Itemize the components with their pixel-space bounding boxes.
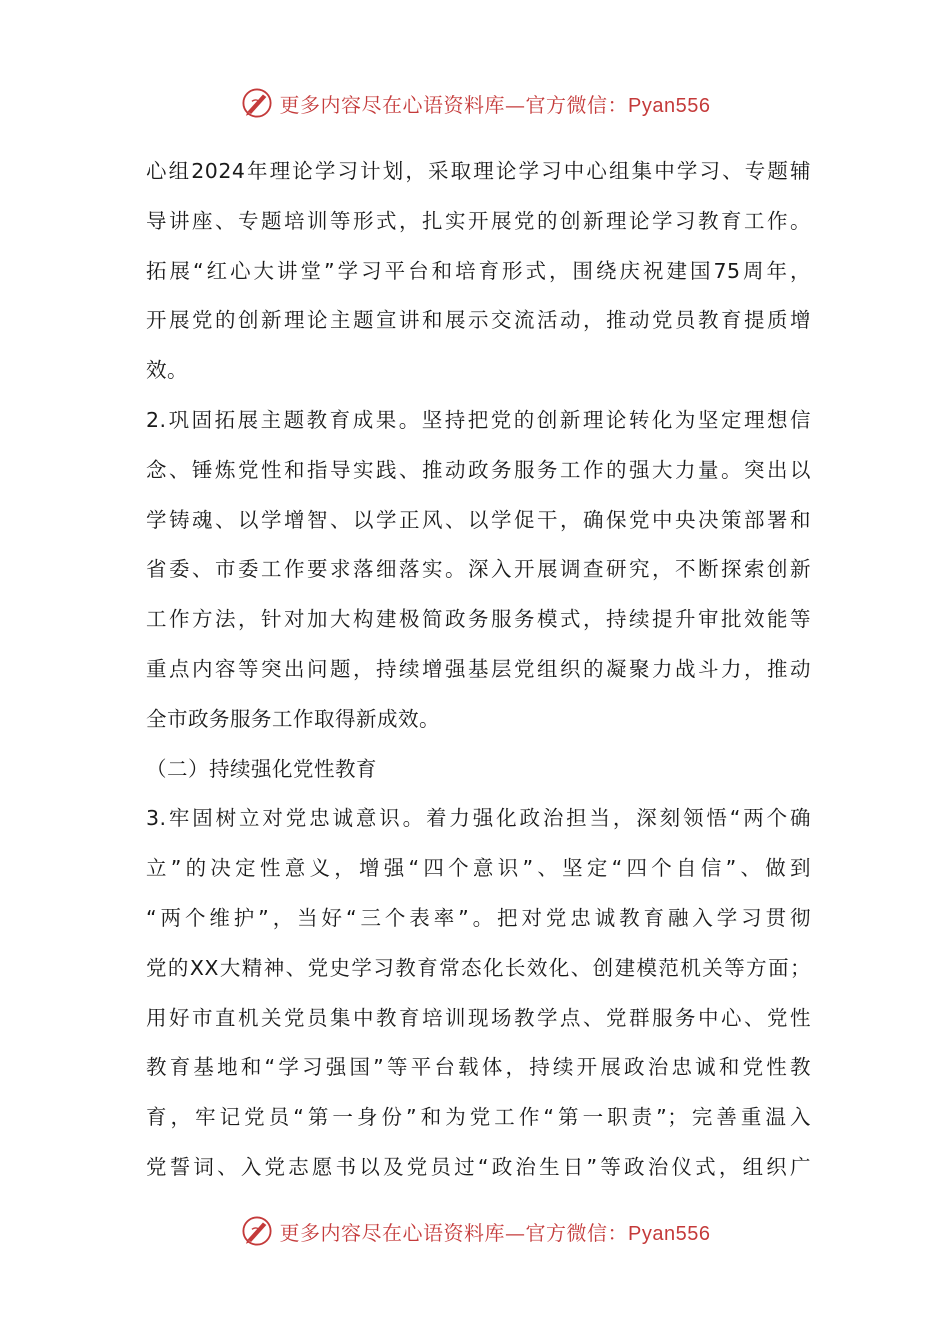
watermark-header — [0, 83, 950, 123]
watermark-wechat-id: Pyan556 — [628, 94, 711, 117]
text-line-10: 工作方法，针对加大构建极简政务服务模式，持续提升审批效能等 — [146, 607, 811, 632]
watermark-text: 更多内容尽在心语资料库—官方微信： — [279, 1220, 629, 1245]
text-line-11: 重点内容等突出问题，持续增强基层党组织的凝聚力战斗力，推动 — [146, 656, 811, 681]
watermark-text: 更多内容尽在心语资料库—官方微信： — [279, 92, 629, 117]
text-line-3: 拓展“红心大讲堂”学习平台和培育形式，围绕庆祝建国75周年， — [146, 258, 811, 283]
text-line-9: 省委、市委工作要求落细落实。深入开展调查研究，不断探索创新 — [146, 557, 811, 582]
pen-logo-icon — [240, 1214, 274, 1248]
watermark-wechat-id: Pyan556 — [628, 1222, 711, 1245]
text-line-19: 教育基地和“学习强国”等平台载体，持续开展政治忠诚和党性教 — [146, 1055, 811, 1080]
text-line-8: 学铸魂、以学增智、以学正风、以学促干，确保党中央决策部署和 — [146, 507, 811, 532]
text-line-21: 党誓词、入党志愿书以及党员过“政治生日”等政治仪式，组织广 — [146, 1154, 811, 1179]
text-line-6: 2.巩固拓展主题教育成果。坚持把党的创新理论转化为坚定理想信 — [146, 407, 811, 432]
text-line-2: 导讲座、专题培训等形式，扎实开展党的创新理论学习教育工作。 — [146, 208, 811, 233]
text-line-18: 用好市直机关党员集中教育培训现场教学点、党群服务中心、党性 — [146, 1005, 811, 1030]
text-line-16: “两个维护”，当好“三个表率”。把对党忠诚教育融入学习贯彻 — [146, 905, 811, 930]
pen-logo-icon — [240, 86, 274, 120]
text-line-12: 全市政务服务工作取得新成效。 — [146, 706, 440, 731]
text-line-15: 立”的决定性意义，增强“四个意识”、坚定“四个自信”、做到 — [146, 856, 811, 881]
watermark-footer — [0, 1211, 950, 1251]
text-line-14: 3.牢固树立对党忠诚意识。着力强化政治担当，深刻领悟“两个确 — [146, 806, 811, 831]
text-line-4: 开展党的创新理论主题宣讲和展示交流活动，推动党员教育提质增 — [146, 308, 811, 333]
text-line-20: 育，牢记党员“第一身份”和为党工作“第一职责”；完善重温入 — [146, 1105, 811, 1130]
text-line-5: 效。 — [146, 358, 188, 383]
section-heading: （二）持续强化党性教育 — [146, 756, 377, 781]
text-line-7: 念、锤炼党性和指导实践、推动政务服务工作的强大力量。突出以 — [146, 457, 811, 482]
document-body — [146, 147, 811, 1193]
text-line-1: 心组2024年理论学习计划，采取理论学习中心组集中学习、专题辅 — [146, 159, 811, 183]
text-line-17: 党的XX大精神、党史学习教育常态化长效化、创建模范机关等方面； — [146, 955, 811, 980]
